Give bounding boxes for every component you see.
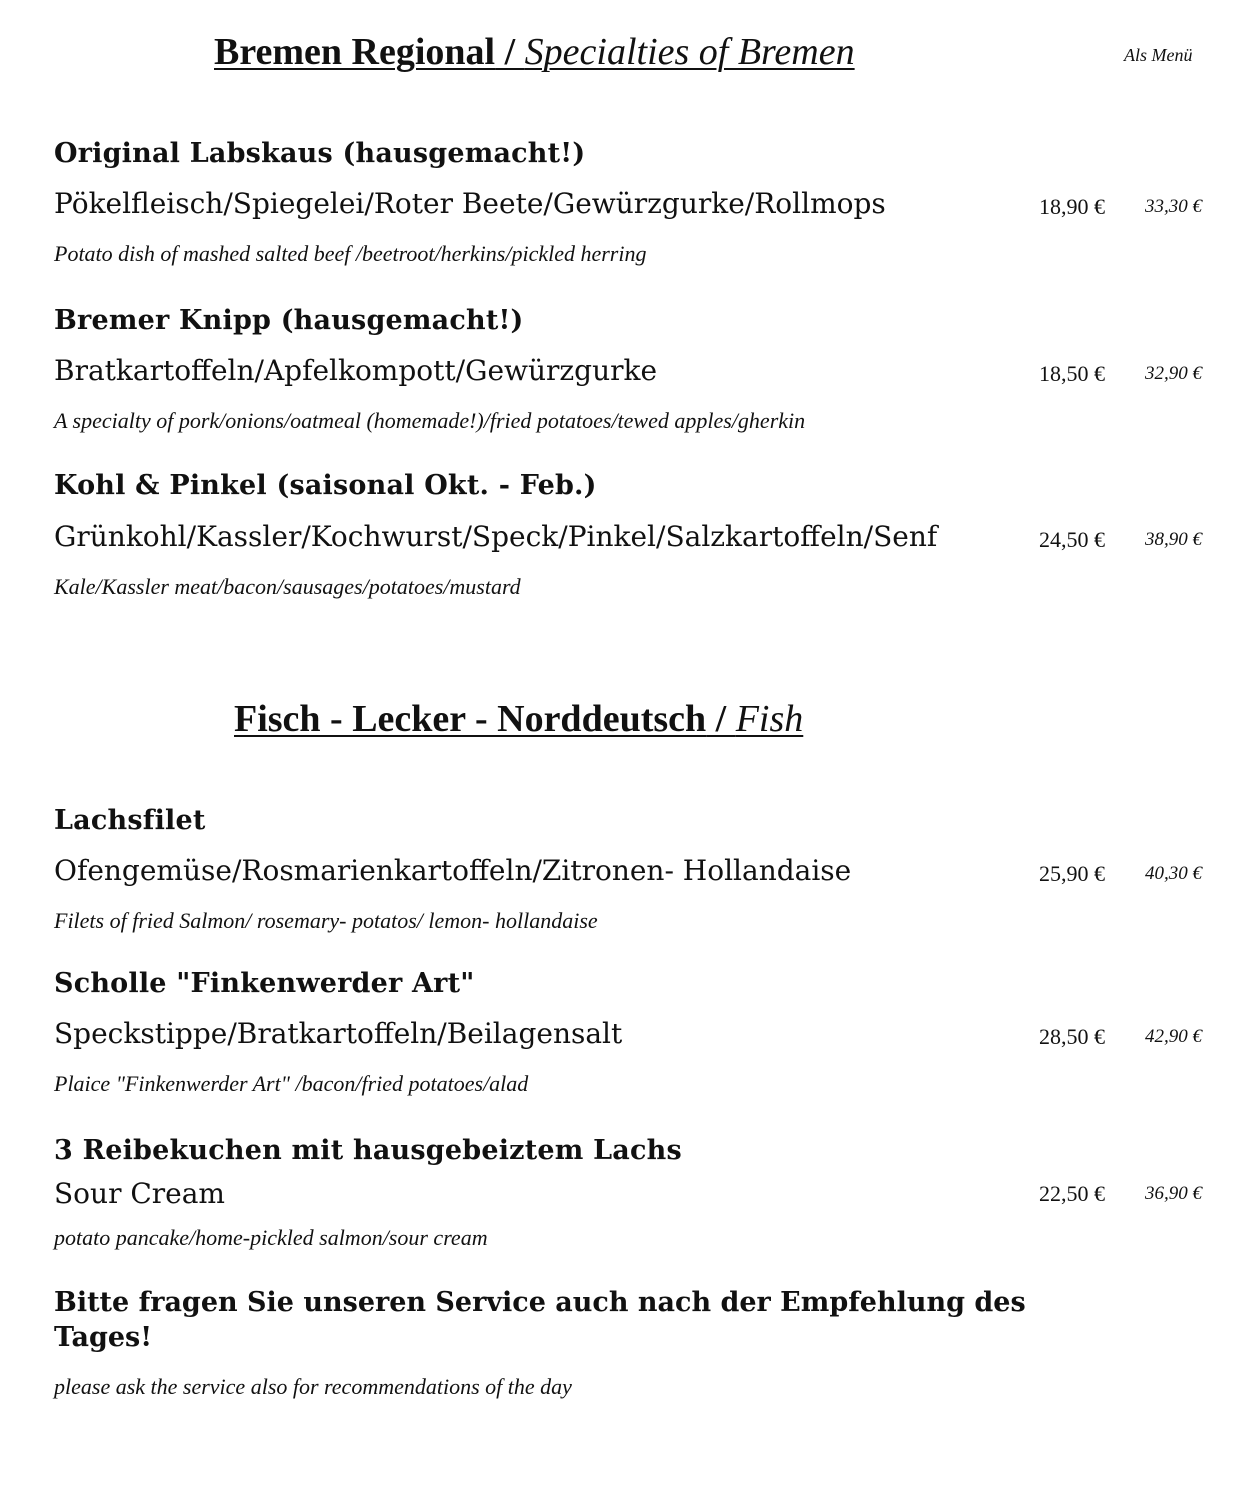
dish-menu-price: 42,90 € bbox=[1145, 1026, 1202, 1047]
section-title-fish: Fisch - Lecker - Norddeutsch / Fish bbox=[234, 698, 804, 740]
dish-description: Sour Cream bbox=[54, 1177, 225, 1210]
dish-english: potato pancake/home-pickled salmon/sour cream bbox=[54, 1225, 488, 1250]
daily-recommendation-english: please ask the service also for recommendations of the day bbox=[54, 1374, 572, 1399]
dish-price: 28,50 € bbox=[1039, 1024, 1105, 1049]
dish-price: 18,90 € bbox=[1039, 194, 1105, 219]
dish-menu-price: 38,90 € bbox=[1145, 529, 1202, 550]
dish-description: Speckstippe/Bratkartoffeln/Beilagensalt bbox=[54, 1017, 623, 1050]
dish-description: Ofengemüse/Rosmarienkartoffeln/Zitronen- Hollandaise bbox=[54, 854, 852, 887]
dish-menu-price: 32,90 € bbox=[1145, 363, 1202, 384]
dish-description: Pökelfleisch/Spiegelei/Roter Beete/Gewürzgurke/Rollmops bbox=[54, 187, 886, 220]
dish-price: 24,50 € bbox=[1039, 527, 1105, 552]
dish-english: Filets of fried Salmon/ rosemary- potatos/ lemon- hollandaise bbox=[54, 908, 598, 933]
dish-menu-price: 36,90 € bbox=[1145, 1183, 1202, 1204]
dish-name: Kohl & Pinkel (saisonal Okt. - Feb.) bbox=[54, 470, 597, 501]
dish-price: 18,50 € bbox=[1039, 361, 1105, 386]
daily-recommendation-notice: Bitte fragen Sie unseren Service auch nach der Empfehlung des Tages! bbox=[54, 1287, 1026, 1353]
dish-price: 25,90 € bbox=[1039, 861, 1105, 886]
section-title-bremen: Bremen Regional / Specialties of Bremen bbox=[214, 31, 855, 73]
dish-description: Bratkartoffeln/Apfelkompott/Gewürzgurke bbox=[54, 354, 658, 387]
dish-english: Kale/Kassler meat/bacon/sausages/potatoes/mustard bbox=[54, 574, 521, 599]
dish-name: Lachsfilet bbox=[54, 805, 206, 836]
dish-menu-price: 40,30 € bbox=[1145, 863, 1202, 884]
dish-name: Scholle "Finkenwerder Art" bbox=[54, 968, 475, 999]
dish-description: Grünkohl/Kassler/Kochwurst/Speck/Pinkel/Salzkartoffeln/Senf bbox=[54, 520, 938, 553]
dish-english: A specialty of pork/onions/oatmeal (homemade!)/fried potatoes/tewed apples/gherkin bbox=[54, 408, 806, 433]
dish-english: Plaice "Finkenwerder Art" /bacon/fried potatoes/alad bbox=[54, 1071, 529, 1096]
dish-name: Bremer Knipp (hausgemacht!) bbox=[54, 305, 524, 336]
dish-menu-price: 33,30 € bbox=[1145, 196, 1202, 217]
dish-name: 3 Reibekuchen mit hausgebeiztem Lachs bbox=[54, 1135, 682, 1166]
dish-price: 22,50 € bbox=[1039, 1181, 1105, 1206]
dish-english: Potato dish of mashed salted beef /beetroot/herkins/pickled herring bbox=[54, 241, 647, 266]
menu-price-column-label: Als Menü bbox=[1124, 45, 1193, 65]
dish-name: Original Labskaus (hausgemacht!) bbox=[54, 138, 586, 169]
